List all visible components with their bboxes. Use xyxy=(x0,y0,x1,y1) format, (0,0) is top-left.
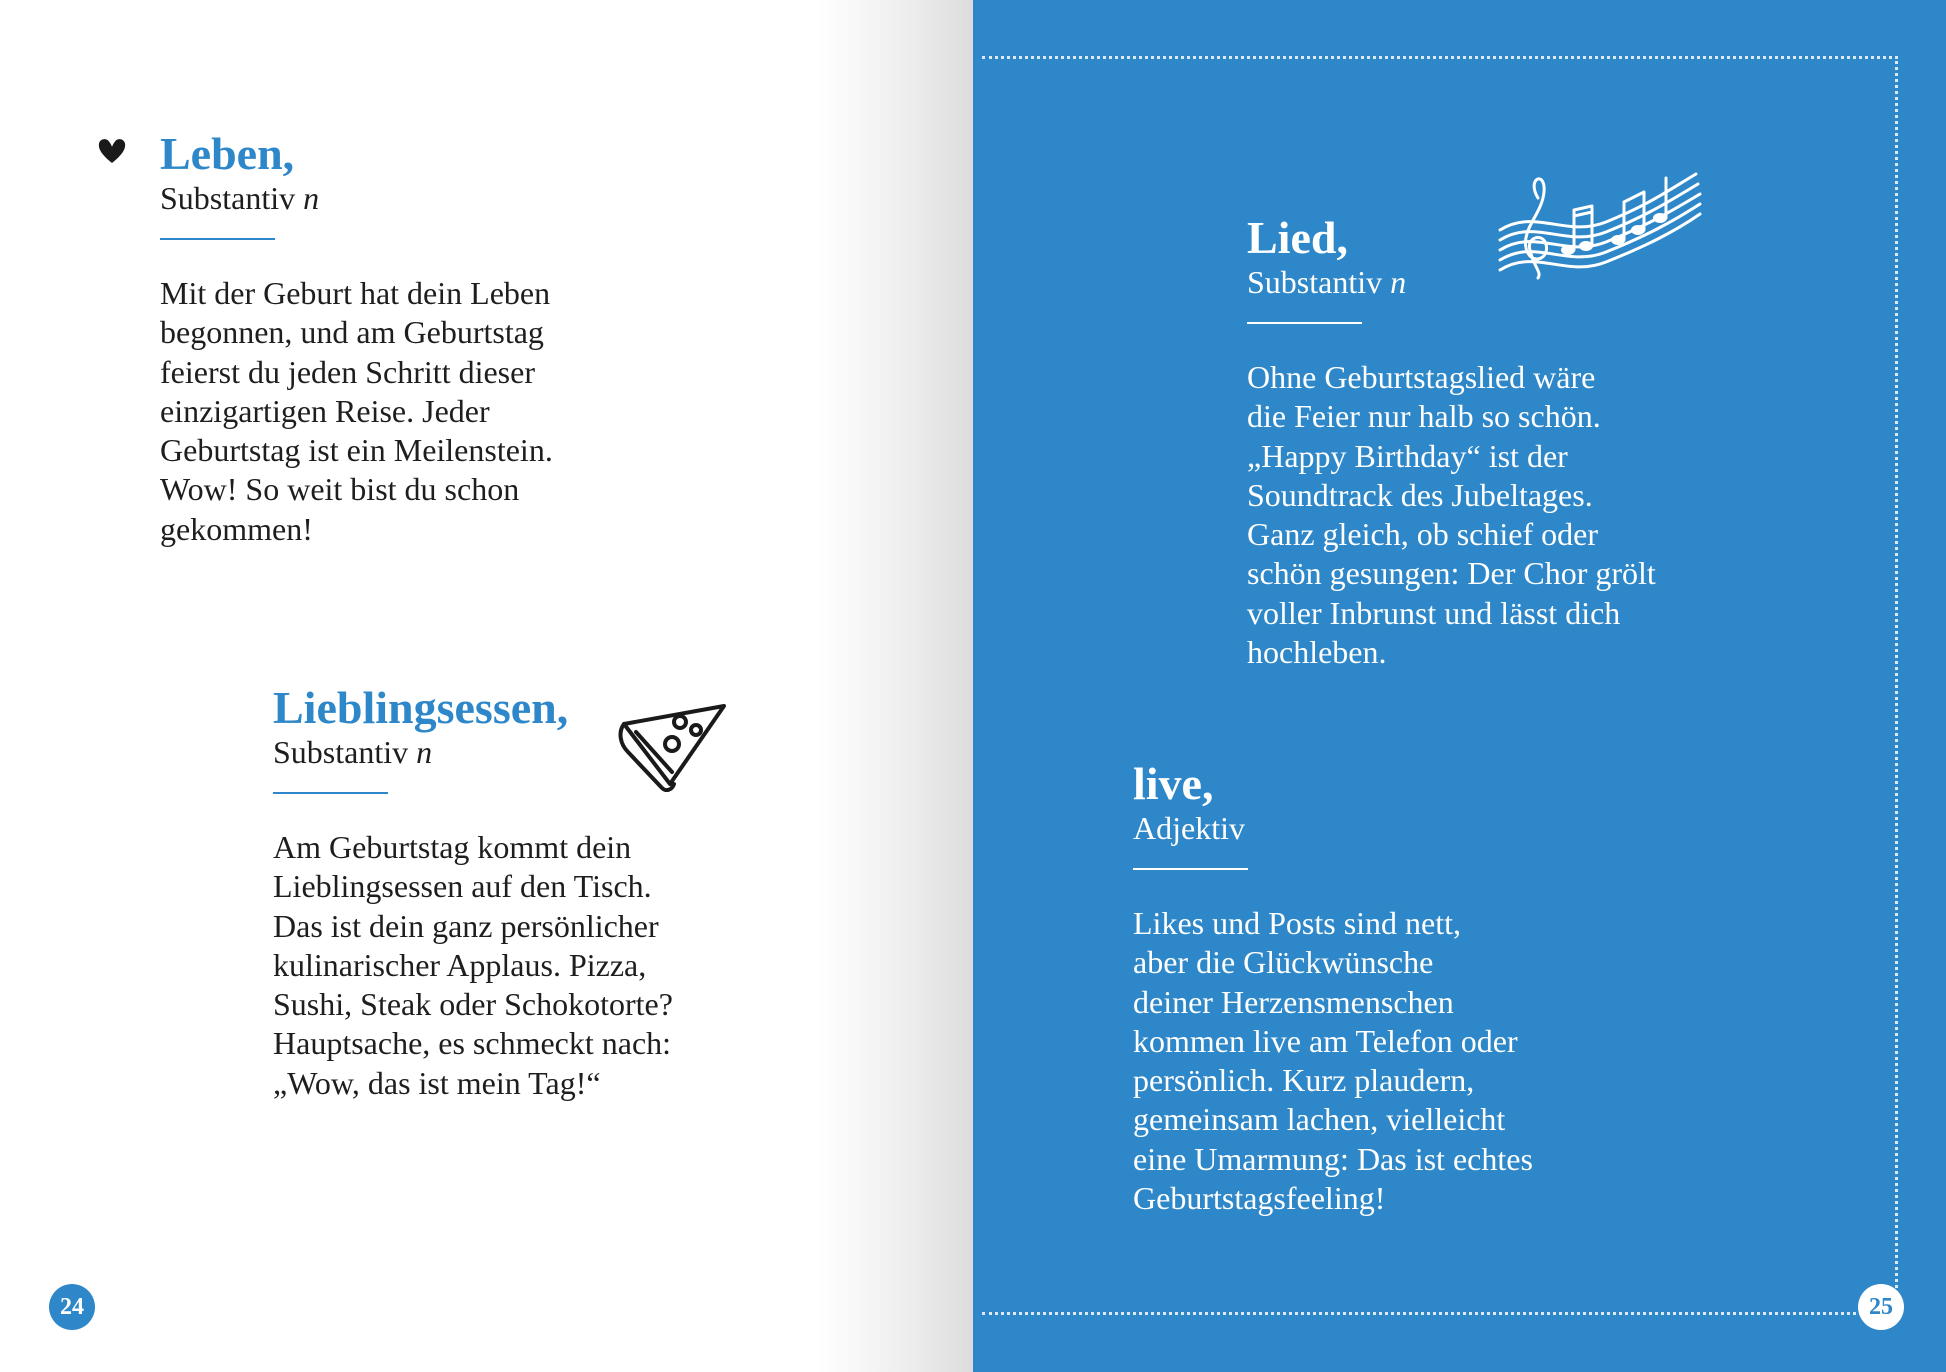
definition-line: Ganz gleich, ob schief oder xyxy=(1247,516,1598,553)
pos-word: Adjektiv xyxy=(1133,810,1245,846)
definition-line: die Feier nur halb so schön. xyxy=(1247,398,1601,435)
dotted-border-bottom xyxy=(982,1312,1862,1315)
definition-line: Likes und Posts sind nett, xyxy=(1133,905,1462,941)
definition-line: einzigartigen Reise. Jeder xyxy=(160,392,490,429)
definition-text xyxy=(1247,358,1656,672)
definition-line: Ohne Geburtstagslied wäre xyxy=(1247,359,1596,395)
divider xyxy=(160,238,275,240)
pos-word: Substantiv xyxy=(160,180,296,216)
definition-line: persönlich. Kurz plaudern, xyxy=(1133,1062,1475,1099)
definition-line: gemeinsam lachen, vielleicht xyxy=(1133,1101,1506,1138)
definition-line: Wow! So weit bist du schon xyxy=(160,471,520,508)
divider xyxy=(273,792,388,794)
entry-lied xyxy=(1247,212,1656,672)
headword: Lied, xyxy=(1247,212,1348,263)
definition-line: kommen live am Telefon oder xyxy=(1133,1022,1518,1059)
pos-word: Substantiv xyxy=(1247,264,1383,300)
definition-line: Lieblingsessen auf den Tisch. xyxy=(273,868,652,905)
pos-gender: n xyxy=(303,180,320,216)
music-notes-icon xyxy=(1496,168,1702,280)
divider xyxy=(1247,322,1362,324)
headword: live, xyxy=(1133,758,1214,809)
part-of-speech xyxy=(1133,810,1533,846)
entry-live xyxy=(1133,758,1533,1218)
definition-line: Soundtrack des Jubeltages. xyxy=(1247,476,1593,513)
dotted-border-top xyxy=(982,56,1898,59)
pos-word: Substantiv xyxy=(273,734,409,770)
definition-line: „Happy Birthday“ ist der xyxy=(1247,437,1568,474)
part-of-speech xyxy=(273,734,673,770)
definition-text xyxy=(273,828,673,1103)
definition-line: Das ist dein ganz persönlicher xyxy=(273,907,659,944)
divider xyxy=(1133,868,1248,870)
page-number-right xyxy=(1858,1284,1904,1330)
entry-lieblingsessen xyxy=(273,682,673,1103)
definition-line: feierst du jeden Schritt dieser xyxy=(160,353,535,390)
entry-leben xyxy=(160,128,553,549)
definition-line: Mit der Geburt hat dein Leben xyxy=(160,275,551,311)
definition-line: hochleben. xyxy=(1247,634,1387,671)
definition-line: Hauptsache, es schmeckt nach: xyxy=(273,1025,672,1062)
pos-gender: n xyxy=(1390,264,1407,300)
headword: Leben, xyxy=(160,128,295,179)
definition-line: begonnen, und am Geburtstag xyxy=(160,314,544,351)
definition-line: gekommen! xyxy=(160,510,313,547)
part-of-speech xyxy=(160,180,553,216)
definition-text xyxy=(160,274,553,549)
headword: Lieblingsessen, xyxy=(273,682,569,733)
definition-line: voller Inbrunst und lässt dich xyxy=(1247,594,1621,631)
pizza-slice-icon xyxy=(614,700,730,792)
definition-text xyxy=(1133,904,1533,1218)
heart-icon xyxy=(96,134,128,166)
page-number-text: 25 xyxy=(1869,1293,1893,1320)
definition-line: Geburtstag ist ein Meilenstein. xyxy=(160,432,553,469)
page-number-left xyxy=(49,1284,95,1330)
page-number-text: 24 xyxy=(60,1293,84,1320)
definition-line: Geburtstagsfeeling! xyxy=(1133,1180,1386,1217)
definition-line: Am Geburtstag kommt dein xyxy=(273,829,632,865)
dotted-border-right xyxy=(1895,56,1898,1312)
definition-line: eine Umarmung: Das ist echtes xyxy=(1133,1140,1533,1177)
definition-line: „Wow, das ist mein Tag!“ xyxy=(273,1064,601,1101)
definition-line: schön gesungen: Der Chor grölt xyxy=(1247,555,1656,592)
pos-gender: n xyxy=(416,734,433,770)
definition-line: deiner Herzensmenschen xyxy=(1133,983,1454,1020)
definition-line: Sushi, Steak oder Schokotorte? xyxy=(273,986,673,1023)
definition-line: aber die Glückwünsche xyxy=(1133,944,1434,981)
definition-line: kulinarischer Applaus. Pizza, xyxy=(273,946,647,983)
